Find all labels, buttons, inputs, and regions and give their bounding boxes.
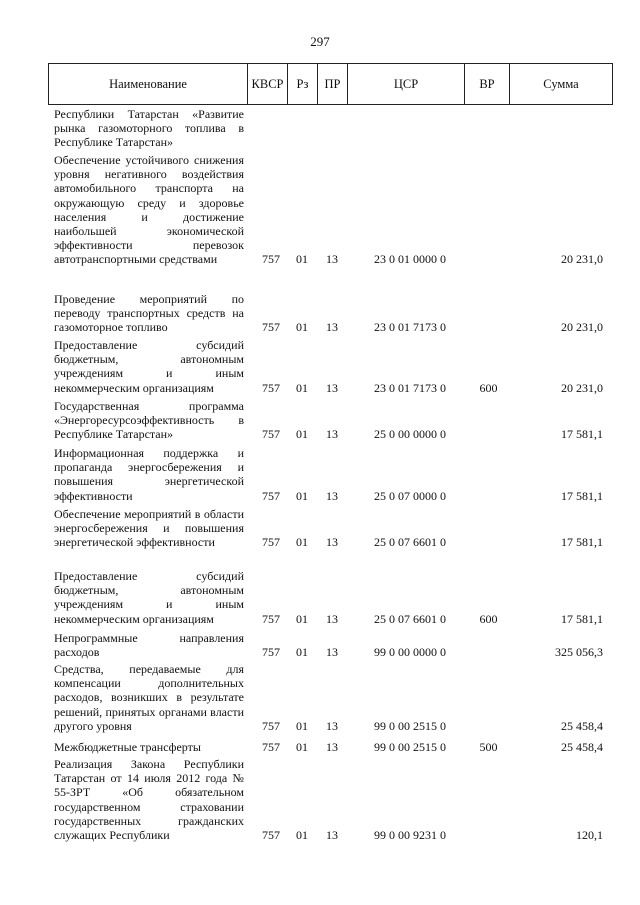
row-name: Предоставление субсидий бюджетным, автономным учреждениям и иным некоммерческим организациям — [54, 338, 244, 395]
row-sum: 20 231,0 — [561, 380, 603, 395]
row-kvsr: 757 — [262, 828, 280, 843]
row-name: Республики Татарстан «Развитие рынка газомоторного топлива в Республике Татарстан» — [54, 107, 244, 150]
row-sum: 17 581,1 — [561, 488, 603, 503]
row-pr: 13 — [326, 645, 338, 660]
row-pr: 13 — [326, 535, 338, 550]
row-name: Межбюджетные трансферты — [54, 740, 201, 754]
row-rz: 01 — [296, 645, 308, 660]
row-sum: 17 581,1 — [561, 427, 603, 442]
row-kvsr: 757 — [262, 320, 280, 335]
header-kvsr: КВСР — [248, 64, 288, 104]
row-pr: 13 — [326, 611, 338, 626]
row-csr: 25 0 00 0000 0 — [374, 427, 446, 442]
row-pr: 13 — [326, 488, 338, 503]
row-pr: 13 — [326, 320, 338, 335]
table-row — [54, 507, 613, 550]
header-rz: Рз — [288, 64, 318, 104]
row-kvsr: 757 — [262, 740, 280, 754]
row-sum: 17 581,1 — [561, 611, 603, 626]
row-pr: 13 — [326, 740, 338, 754]
row-name: Проведение мероприятий по переводу транспортных средств на газомоторное топливо — [54, 292, 244, 335]
row-sum: 20 231,0 — [561, 252, 603, 267]
table-header — [48, 63, 613, 105]
row-rz: 01 — [296, 535, 308, 550]
row-sum: 25 458,4 — [561, 740, 603, 754]
row-csr: 99 0 00 0000 0 — [374, 645, 446, 660]
row-name: Обеспечение мероприятий в области энергосбережения и повышения энергетической эффективности — [54, 507, 244, 550]
table-row — [54, 338, 613, 395]
row-pr: 13 — [326, 252, 338, 267]
row-kvsr: 757 — [262, 718, 280, 733]
row-kvsr: 757 — [262, 380, 280, 395]
row-csr: 99 0 00 2515 0 — [374, 740, 446, 754]
row-rz: 01 — [296, 380, 308, 395]
row-kvsr: 757 — [262, 611, 280, 626]
row-rz: 01 — [296, 427, 308, 442]
header-vr: ВР — [465, 64, 510, 104]
row-csr: 23 0 01 0000 0 — [374, 252, 446, 267]
row-pr: 13 — [326, 718, 338, 733]
row-name: Информационная поддержка и пропаганда энергосбережения и повышения энергетической эффективности — [54, 446, 244, 503]
row-kvsr: 757 — [262, 488, 280, 503]
row-name: Предоставление субсидий бюджетным, автономным учреждениям и иным некоммерческим организациям — [54, 569, 244, 626]
row-sum: 120,1 — [576, 828, 603, 843]
header-name: Наименование — [49, 64, 248, 104]
header-csr: ЦСР — [348, 64, 465, 104]
table-row — [54, 569, 613, 626]
table-row — [54, 757, 613, 842]
row-kvsr: 757 — [262, 645, 280, 660]
row-vr: 500 — [479, 740, 498, 754]
table-row — [54, 292, 613, 335]
row-kvsr: 757 — [262, 252, 280, 267]
table-row — [54, 399, 613, 442]
table-row — [54, 631, 613, 659]
row-csr: 25 0 07 6601 0 — [374, 535, 446, 550]
row-sum: 17 581,1 — [561, 535, 603, 550]
row-csr: 23 0 01 7173 0 — [374, 320, 446, 335]
table-row — [54, 446, 613, 503]
row-rz: 01 — [296, 611, 308, 626]
table-row — [54, 740, 613, 754]
header-pr: ПР — [318, 64, 348, 104]
table-row — [54, 107, 613, 150]
row-sum: 25 458,4 — [561, 718, 603, 733]
row-vr: 600 — [479, 380, 498, 395]
row-pr: 13 — [326, 427, 338, 442]
row-kvsr: 757 — [262, 535, 280, 550]
row-rz: 01 — [296, 828, 308, 843]
row-name: Реализация Закона Республики Татарстан от 14 июля 2012 года № 55-ЗРТ «Об обязательном государственном страховании государственных гражданских служащих Республики — [54, 757, 244, 843]
row-sum: 20 231,0 — [561, 320, 603, 335]
table-row — [54, 662, 613, 733]
row-csr: 23 0 01 7173 0 — [374, 380, 446, 395]
row-csr: 25 0 07 0000 0 — [374, 488, 446, 503]
row-name: Обеспечение устойчивого снижения уровня негативного воздействия автомобильного транспорта на окружающую среду и здоровье населения и достижение наибольшей экономической эффективности перевозок автотранспортными средствами — [54, 153, 244, 267]
row-name: Государственная программа «Энергоресурсоэффективность в Республике Татарстан» — [54, 399, 244, 442]
row-rz: 01 — [296, 718, 308, 733]
row-sum: 325 056,3 — [555, 645, 603, 660]
row-vr: 600 — [479, 611, 498, 626]
header-sum: Сумма — [543, 76, 579, 91]
row-pr: 13 — [326, 380, 338, 395]
row-csr: 25 0 07 6601 0 — [374, 611, 446, 626]
row-pr: 13 — [326, 828, 338, 843]
row-rz: 01 — [296, 488, 308, 503]
row-kvsr: 757 — [262, 427, 280, 442]
row-name: Непрограммные направления расходов — [54, 631, 244, 660]
row-csr: 99 0 00 9231 0 — [374, 828, 446, 843]
row-csr: 99 0 00 2515 0 — [374, 718, 446, 733]
row-rz: 01 — [296, 320, 308, 335]
page-number: 297 — [310, 34, 330, 49]
table-row — [54, 153, 613, 267]
row-name: Средства, передаваемые для компенсации дополнительных расходов, возникших в результате решений, принятых органами власти другого уровня — [54, 662, 244, 733]
row-rz: 01 — [296, 740, 308, 754]
row-rz: 01 — [296, 252, 308, 267]
